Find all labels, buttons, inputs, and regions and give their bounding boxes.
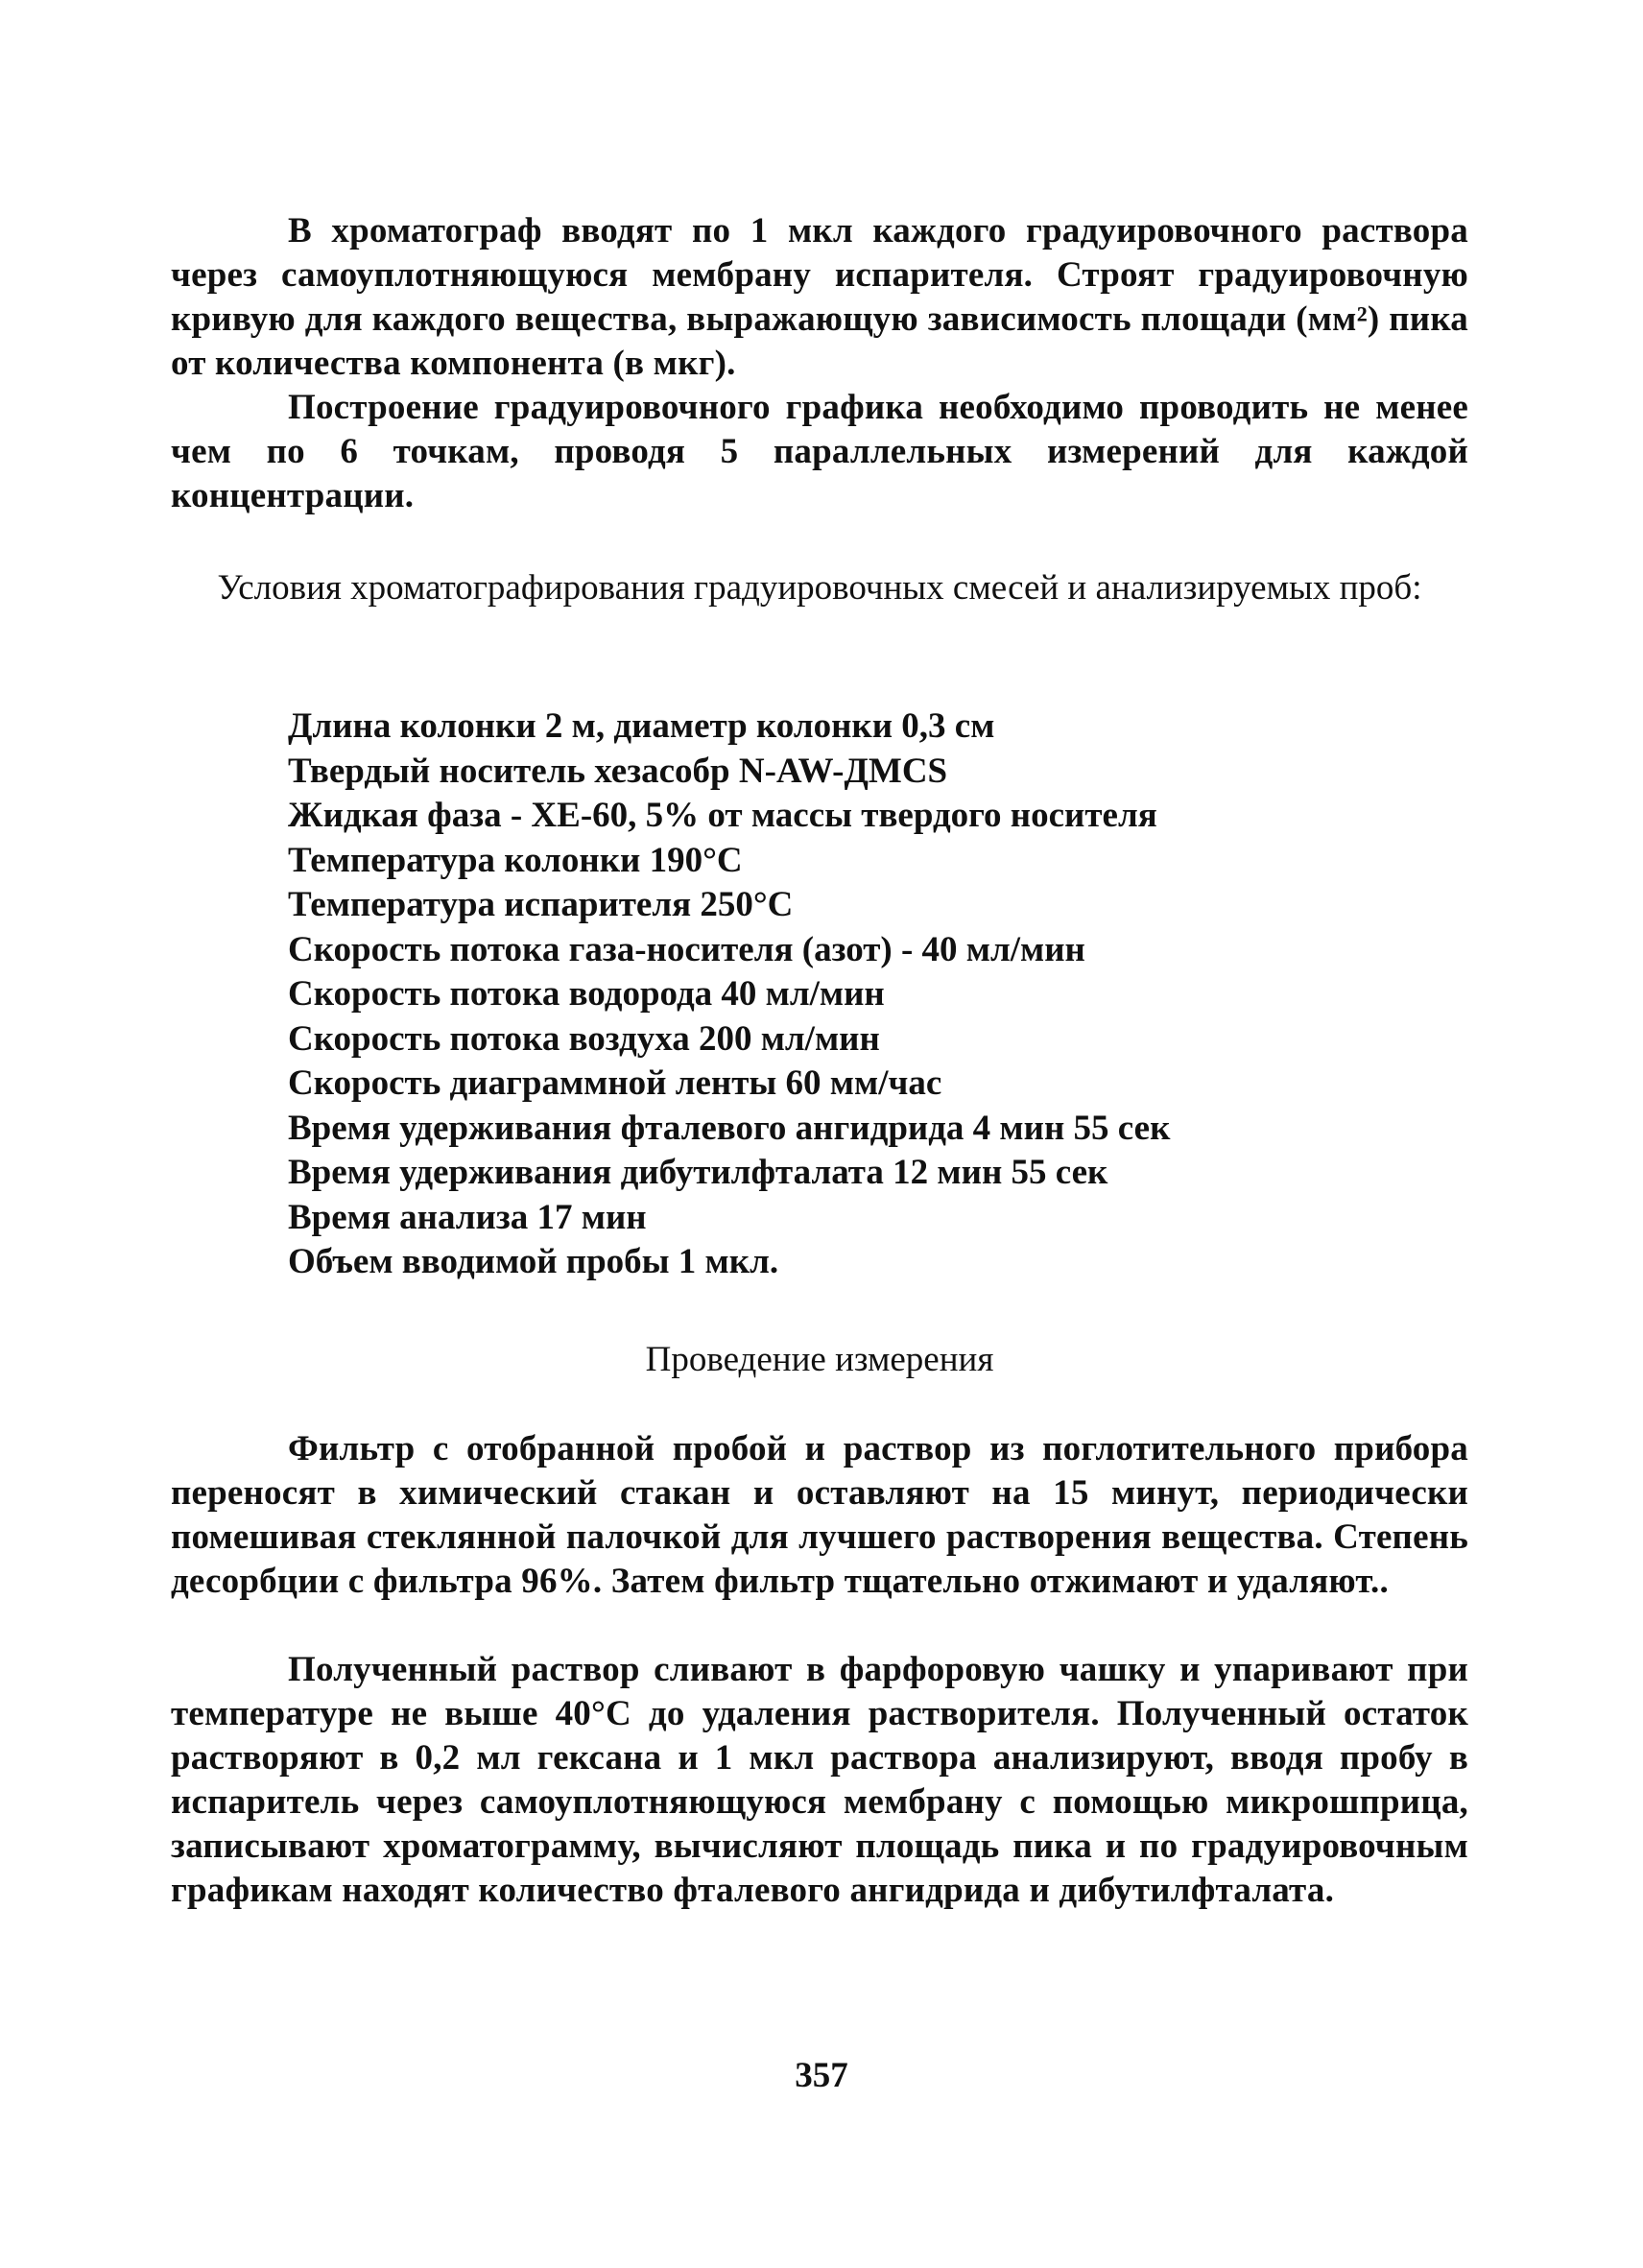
condition-solid-support: Твердый носитель хезасобр N-AW-ДMCS (288, 751, 948, 791)
conditions-list (288, 704, 1440, 1285)
page-number: 357 (795, 2056, 848, 2095)
condition-carrier-gas-flow: Скорость потока газа-носителя (азот) - 40 мл/мин (288, 929, 1085, 969)
condition-analysis-time: Время анализа 17 мин (288, 1197, 647, 1237)
condition-column-length: Длина колонки 2 м, диаметр колонки 0,3 см (288, 706, 995, 746)
condition-evaporator-temperature: Температура испарителя 250°С (288, 885, 794, 924)
condition-hydrogen-flow: Скорость потока водорода 40 мл/мин (288, 974, 885, 1014)
condition-retention-dibutyl: Время удерживания дибутилфталата 12 мин 55 сек (288, 1153, 1108, 1192)
condition-sample-volume: Объем вводимой пробы 1 мкл. (288, 1242, 779, 1281)
paragraph-calibration-points: Построение градуировочного графика необходимо проводить не менее чем по 6 точкам, проводя 5 параллельных измерений для каждой концентрации. (171, 388, 1468, 515)
paragraph-filter-desorption: Фильтр с отобранной пробой и раствор из поглотительного прибора переносят в химический стакан и оставляют на 15 минут, периодически помешивая стеклянной палочкой для лучшего растворения вещества. Степень десорбции с фильтра 96%. Затем фильтр тщательно отжимают и удаляют.. (171, 1429, 1468, 1601)
measurement-heading: Проведение измерения (645, 1340, 994, 1379)
conditions-heading: Условия хроматографирования градуировочных смесей и анализируемых проб: (217, 568, 1422, 608)
condition-air-flow: Скорость потока воздуха 200 мл/мин (288, 1018, 880, 1059)
condition-retention-anhydride: Время удерживания фталевого ангидрида 4 мин 55 сек (288, 1108, 1171, 1148)
condition-column-temperature: Температура колонки 190°С (288, 840, 743, 880)
paragraph-calibration-injection: В хроматограф вводят по 1 мкл каждого градуировочного раствора через самоуплотняющуюся мембрану испарителя. Строят градуировочную кривую для каждого вещества, выражающую зависимость площади (мм²) пика от количества компонента (в мкг). (171, 211, 1468, 383)
paragraph-evaporation-analysis: Полученный раствор сливают в фарфоровую чашку и упаривают при температуре не выше 40°С до удаления растворителя. Полученный остаток растворяют в 0,2 мл гексана и 1 мкл раствора анализируют, вводя пробу в испаритель через самоуплотняющуюся мембрану с помощью микрошприца, записывают хроматограмму, вычисляют площадь пика и по градуировочным графикам находят количество фталевого ангидрида и дибутилфталата. (171, 1650, 1468, 1910)
condition-liquid-phase: Жидкая фаза - XE-60, 5% от массы твердого носителя (288, 796, 1157, 835)
condition-chart-speed: Скорость диаграммной ленты 60 мм/час (288, 1063, 942, 1103)
